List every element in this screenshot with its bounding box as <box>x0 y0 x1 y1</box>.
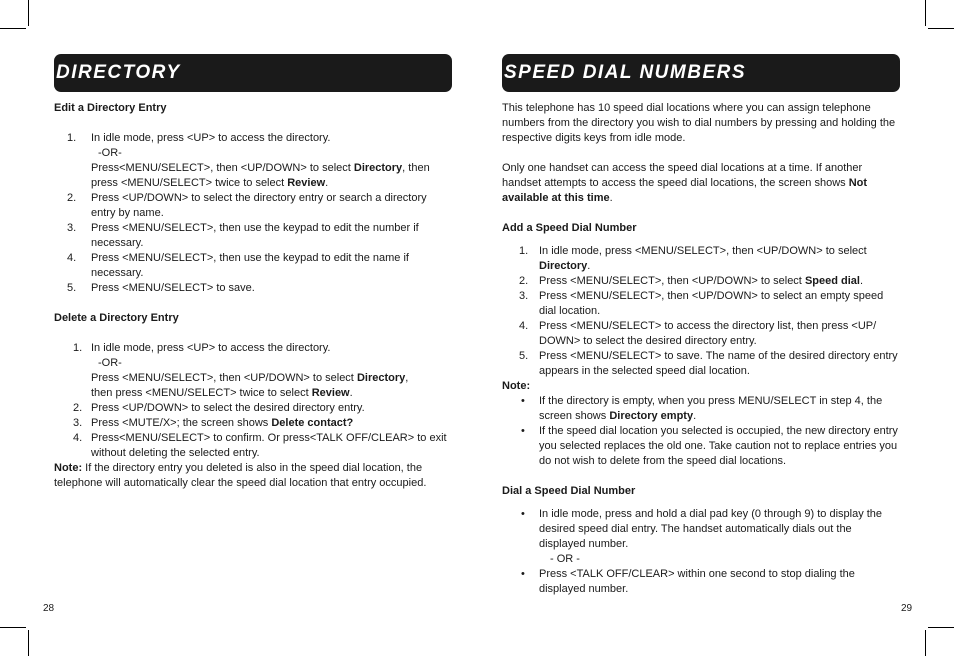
delete-step-1-alt: Press <MENU/SELECT>, then <UP/DOWN> to select Directory, <box>91 372 409 384</box>
page-number-right: 29 <box>901 603 913 614</box>
crop-mark <box>0 627 26 628</box>
crop-mark <box>928 28 954 29</box>
bullet-icon: • <box>521 425 525 437</box>
delete-step-1-alt-2: then press <MENU/SELECT> twice to select Review. <box>91 387 353 399</box>
directory-body <box>54 101 452 491</box>
delete-heading: Delete a Directory Entry <box>54 312 179 324</box>
dial-or: - OR - <box>550 553 580 565</box>
dial-heading: Dial a Speed Dial Number <box>502 485 636 497</box>
dial-step-2: • Press <TALK OFF/CLEAR> within one second to stop dialing the displayed number. <box>521 568 855 595</box>
edit-step-4: 4. Press <MENU/SELECT>, then use the keypad to edit the name if necessary. <box>67 252 409 279</box>
directory-banner: DIRECTORY <box>54 54 452 92</box>
delete-note: Note: If the directory entry you deleted is also in the speed dial location, the telephone will automatically clear the speed dial location that entry occupied. <box>54 462 427 489</box>
edit-heading: Edit a Directory Entry <box>54 102 167 114</box>
add-step-5: 5. Press <MENU/SELECT> to save. The name of the desired directory entry appears in the selected speed dial location. <box>519 350 898 377</box>
delete-step-2: 2. Press <UP/DOWN> to select the desired directory entry. <box>73 402 365 414</box>
add-step-1: 1. In idle mode, press <MENU/SELECT>, then <UP/DOWN> to select Directory. <box>519 245 867 272</box>
crop-mark <box>928 627 954 628</box>
add-step-2: 2. Press <MENU/SELECT>, then <UP/DOWN> to select Speed dial. <box>519 275 864 287</box>
add-step-4: 4. Press <MENU/SELECT> to access the directory list, then press <UP/ DOWN> to select the desired directory entry. <box>519 320 877 347</box>
bullet-icon: • <box>521 508 525 520</box>
speed-dial-intro: This telephone has 10 speed dial locations where you can assign telephone numbers from the directory you wish to dial numbers by pressing and holding the respective digits keys from idle mode. <box>502 102 896 144</box>
edit-step-1: 1. In idle mode, press <UP> to access the directory. <box>67 132 331 144</box>
add-note-label: Note: <box>502 380 531 392</box>
delete-or: -OR- <box>98 357 122 369</box>
dial-step-1: • In idle mode, press and hold a dial pad key (0 through 9) to display the desired speed dial entry. The handset automatically dials out the displayed number. <box>521 508 883 550</box>
crop-mark <box>925 0 926 26</box>
delete-step-4: 4. Press<MENU/SELECT> to confirm. Or press<TALK OFF/CLEAR> to exit without deleting the selected entry. <box>73 432 447 459</box>
edit-step-2: 2. Press <UP/DOWN> to select the directory entry or search a directory entry by name. <box>67 192 427 219</box>
bullet-icon: • <box>521 568 525 580</box>
add-note-2: • If the speed dial location you selected is occupied, the new directory entry you selected replaces the old one. Take caution not to replace entries you do not wish to delete from the speed dial locations. <box>521 425 898 467</box>
page-number-left: 28 <box>43 603 55 614</box>
speed-dial-only-one: Only one handset can access the speed dial locations at a time. If another handset attempts to access the speed dial locations, the screen shows Not available at this time. <box>502 162 868 204</box>
speed-dial-banner: SPEED DIAL NUMBERS <box>502 54 900 92</box>
edit-step-3: 3. Press <MENU/SELECT>, then use the keypad to edit the number if necessary. <box>67 222 419 249</box>
bullet-icon: • <box>521 395 525 407</box>
crop-mark <box>0 28 26 29</box>
delete-step-3: 3. Press <MUTE/X>; the screen shows Delete contact? <box>73 417 354 429</box>
crop-mark <box>28 0 29 26</box>
speed-dial-body <box>502 101 900 597</box>
edit-step-1-alt: Press<MENU/SELECT>, then <UP/DOWN> to select Directory, then press <MENU/SELECT> twice to select Review. <box>91 162 430 189</box>
add-heading: Add a Speed Dial Number <box>502 222 637 234</box>
edit-step-5: 5. Press <MENU/SELECT> to save. <box>67 282 255 294</box>
add-step-3: 3. Press <MENU/SELECT>, then <UP/DOWN> to select an empty speed dial location. <box>519 290 884 317</box>
edit-or: -OR- <box>98 147 122 159</box>
crop-mark <box>28 630 29 656</box>
delete-step-1: 1. In idle mode, press <UP> to access the directory. <box>73 342 331 354</box>
crop-mark <box>925 630 926 656</box>
add-note-1: • If the directory is empty, when you press MENU/SELECT in step 4, the screen shows Directory empty. <box>521 395 883 422</box>
